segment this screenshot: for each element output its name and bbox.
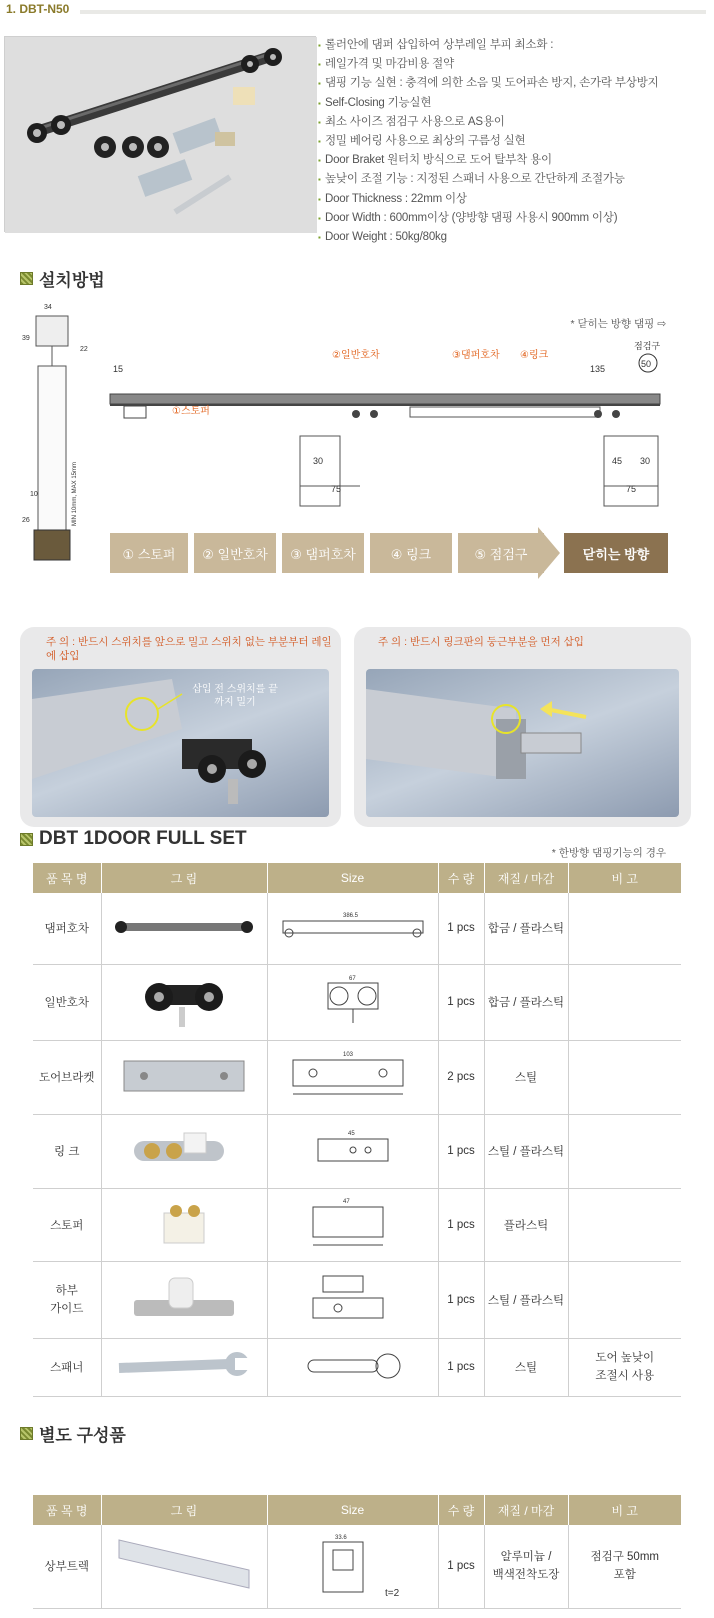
dim-15: 15 xyxy=(113,364,124,374)
item-size-drawing xyxy=(267,1040,438,1114)
item-name: 일반호차 xyxy=(33,964,101,1040)
table-row xyxy=(33,1040,681,1114)
svg-text:67: 67 xyxy=(348,975,356,982)
col-header: 수 량 xyxy=(438,863,484,893)
col-header: 재질 / 마감 xyxy=(484,1495,568,1525)
table-row xyxy=(33,1114,681,1188)
item-size-drawing xyxy=(267,893,438,964)
extra-heading xyxy=(20,1421,126,1446)
step-final: 닫히는 방향 xyxy=(564,533,668,573)
table-row xyxy=(33,1261,681,1338)
product-title: 1. DBT-N50 xyxy=(6,2,70,16)
item-note xyxy=(568,1188,681,1261)
item-name: 스토퍼 xyxy=(33,1188,101,1261)
col-header: 품 목 명 xyxy=(33,863,101,893)
item-size-drawing xyxy=(267,964,438,1040)
label-roller: ②일반호차 xyxy=(332,350,380,361)
item-note: 도어 높낮이 조절시 사용 xyxy=(568,1338,681,1396)
col-header: 품 목 명 xyxy=(33,1495,101,1525)
label-link: ④링크 xyxy=(520,350,549,361)
step-5: ⑤ 점검구 xyxy=(458,533,544,573)
item-size-drawing xyxy=(267,1261,438,1338)
table-row xyxy=(33,1338,681,1396)
item-size-drawing xyxy=(267,1188,438,1261)
fullset-note: * 한방향 댐핑기능의 경우 xyxy=(551,847,666,859)
item-name: 상부트렉 xyxy=(33,1525,101,1608)
product-photo xyxy=(4,36,316,232)
item-image xyxy=(101,1338,267,1396)
item-image xyxy=(101,1525,267,1608)
label-stopper: ①스토퍼 xyxy=(172,406,210,417)
dim-34: 34 xyxy=(44,304,52,311)
dim-26: 26 xyxy=(22,517,30,524)
item-qty: 1 pcs xyxy=(438,1338,484,1396)
item-image xyxy=(101,964,267,1040)
item-qty: 1 pcs xyxy=(438,1114,484,1188)
feature-item: ▪ 최소 사이즈 점검구 사용으로 AS용이 xyxy=(318,113,658,132)
table-row xyxy=(33,1525,681,1608)
col-header: 재질 / 마감 xyxy=(484,863,568,893)
feature-item: ▪ 롤러안에 댐퍼 삽입하여 상부레일 부피 최소화 : xyxy=(318,36,658,55)
item-name: 도어브라켓 xyxy=(33,1040,101,1114)
item-material: 플라스틱 xyxy=(484,1188,568,1261)
item-qty: 1 pcs xyxy=(438,1525,484,1608)
item-material: 합금 / 플라스틱 xyxy=(484,893,568,964)
item-note xyxy=(568,1040,681,1114)
step-1: ① 스토퍼 xyxy=(110,533,188,573)
item-image xyxy=(101,1188,267,1261)
item-material: 합금 / 플라스틱 xyxy=(484,964,568,1040)
install-title: 설치방법 xyxy=(39,271,105,290)
extra-table xyxy=(33,1495,681,1609)
caution-box-1 xyxy=(20,627,341,827)
item-size-drawing xyxy=(267,1114,438,1188)
feature-item: ▪ 레일가격 및 마감비용 절약 xyxy=(318,55,658,74)
caution-image-2 xyxy=(366,669,679,817)
direction-note: * 닫히는 방향 댐핑 ⇨ xyxy=(570,318,666,330)
item-image xyxy=(101,1114,267,1188)
dim-75-left: 75 xyxy=(331,484,342,494)
item-note: 점검구 50mm 포함 xyxy=(568,1525,681,1608)
col-header: 비 고 xyxy=(568,1495,681,1525)
item-material: 알루미늄 / 백색전착도장 xyxy=(484,1525,568,1608)
dim-10: 10 xyxy=(30,491,38,498)
item-qty: 1 pcs xyxy=(438,964,484,1040)
caution-text-1: 주 의 : 반드시 스위치를 앞으로 밀고 스위치 없는 부분부터 레일에 삽입 xyxy=(46,636,332,662)
caution-image-1 xyxy=(32,669,329,817)
item-image xyxy=(101,893,267,964)
caution-callout: 삽입 전 스위치를 끝까지 밀기 xyxy=(192,684,278,708)
extra-title: 별도 구성품 xyxy=(39,1426,126,1445)
item-qty: 1 pcs xyxy=(438,1261,484,1338)
svg-text:t=2: t=2 xyxy=(384,1587,399,1599)
feature-item: ▪ Door Thickness : 22mm 이상 xyxy=(318,190,658,209)
dim-75-right: 75 xyxy=(626,484,637,494)
item-note xyxy=(568,964,681,1040)
col-header: Size xyxy=(267,1495,438,1525)
table-header-row xyxy=(33,863,681,893)
feature-list xyxy=(318,36,658,247)
feature-item: ▪ 정밀 베어링 사용으로 최상의 구름성 실현 xyxy=(318,132,658,151)
item-image xyxy=(101,1040,267,1114)
dim-30-right: 30 xyxy=(640,456,651,466)
caution-text-2: 주 의 : 반드시 링크판의 둥근부분을 먼저 삽입 xyxy=(378,636,584,648)
feature-item: ▪ 댐핑 기능 실현 : 충격에 의한 소음 및 도어파손 방지, 손가락 부상방지 xyxy=(318,74,658,93)
fullset-heading xyxy=(20,828,247,850)
table-row xyxy=(33,964,681,1040)
fullset-table xyxy=(33,863,681,1397)
step-arrow-icon xyxy=(538,527,560,579)
col-header: 비 고 xyxy=(568,863,681,893)
col-header: Size xyxy=(267,863,438,893)
item-note xyxy=(568,1261,681,1338)
label-damper: ③댐퍼호차 xyxy=(452,350,500,361)
fullset-title: DBT 1DOOR FULL SET xyxy=(39,828,247,849)
dim-22: 22 xyxy=(80,346,88,353)
feature-item: ▪ Door Weight : 50kg/80kg xyxy=(318,228,658,247)
svg-text:45: 45 xyxy=(347,1130,355,1137)
col-header: 그 림 xyxy=(101,1495,267,1525)
item-note xyxy=(568,1114,681,1188)
item-material: 스틸 xyxy=(484,1338,568,1396)
feature-item: ▪ 높낮이 조절 기능 : 지정된 스패너 사용으로 간단하게 조절가능 xyxy=(318,170,658,189)
feature-item: ▪ Door Width : 600mm이상 (양방향 댐핑 사용시 900mm 이상) xyxy=(318,209,658,228)
caution-box-2 xyxy=(354,627,691,827)
dim-39: 39 xyxy=(22,335,30,342)
install-steps xyxy=(110,533,668,573)
item-material: 스틸 xyxy=(484,1040,568,1114)
item-name: 하부 가이드 xyxy=(33,1261,101,1338)
table-row xyxy=(33,893,681,964)
install-heading xyxy=(20,266,105,291)
svg-text:33.6: 33.6 xyxy=(334,1534,347,1541)
item-size-drawing xyxy=(267,1338,438,1396)
item-material: 스틸 / 플라스틱 xyxy=(484,1261,568,1338)
item-name: 댐퍼호차 xyxy=(33,893,101,964)
dim-minmax: MIN 10mm, MAX 15mm xyxy=(72,461,78,526)
item-name: 스패너 xyxy=(33,1338,101,1396)
title-divider xyxy=(80,10,706,14)
dim-30-left: 30 xyxy=(313,456,324,466)
svg-text:47: 47 xyxy=(342,1199,350,1205)
step-3: ③ 댐퍼호차 xyxy=(282,533,364,573)
step-4: ④ 링크 xyxy=(370,533,452,573)
svg-text:386.5: 386.5 xyxy=(342,912,358,919)
dim-135: 135 xyxy=(590,364,606,374)
step-2: ② 일반호차 xyxy=(194,533,276,573)
item-qty: 2 pcs xyxy=(438,1040,484,1114)
table-header-row xyxy=(33,1495,681,1525)
col-header: 수 량 xyxy=(438,1495,484,1525)
section-bullet-icon xyxy=(20,833,33,846)
item-material: 스틸 / 플라스틱 xyxy=(484,1114,568,1188)
item-note xyxy=(568,893,681,964)
col-header: 그 림 xyxy=(101,863,267,893)
access-label: 점검구 xyxy=(634,341,661,351)
feature-item: ▪ Self-Closing 기능실현 xyxy=(318,94,658,113)
item-name: 링 크 xyxy=(33,1114,101,1188)
svg-text:103: 103 xyxy=(342,1051,353,1058)
table-row xyxy=(33,1188,681,1261)
dim-50: 50 xyxy=(641,359,652,369)
dim-45: 45 xyxy=(612,456,623,466)
item-qty: 1 pcs xyxy=(438,893,484,964)
section-bullet-icon xyxy=(20,1427,33,1440)
item-qty: 1 pcs xyxy=(438,1188,484,1261)
section-bullet-icon xyxy=(20,272,33,285)
item-size-drawing xyxy=(267,1525,438,1608)
feature-item: ▪ Door Braket 원터치 방식으로 도어 탈부착 용이 xyxy=(318,151,658,170)
item-image xyxy=(101,1261,267,1338)
